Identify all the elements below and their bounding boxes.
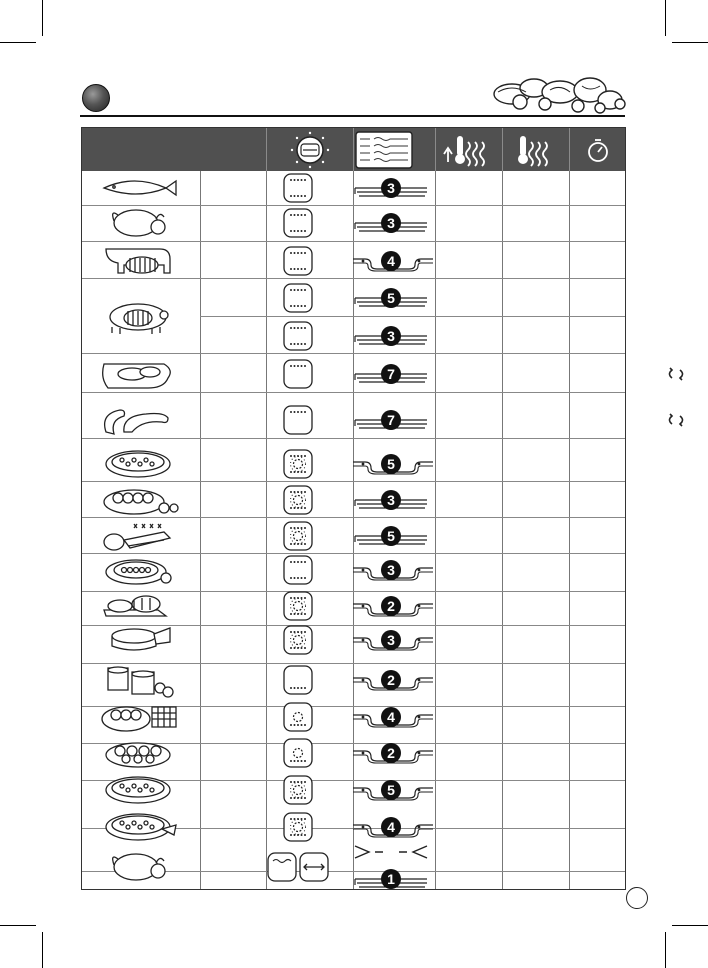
biscuits-icon (98, 699, 182, 735)
oven-mode-icon (282, 320, 314, 352)
shelf-number: 5 (387, 456, 395, 472)
pork-ribs-icon (98, 356, 182, 392)
shelf-number: 3 (387, 632, 395, 648)
oven-mode-icon (282, 448, 314, 480)
header-separator (569, 128, 570, 171)
row-divider (82, 353, 625, 354)
shelf-number: 7 (387, 366, 395, 382)
shelf-levels-icon (354, 131, 414, 169)
shelf-position-wire (349, 778, 433, 802)
rotisserie-mode-icon (266, 851, 330, 883)
shelf-number: 4 (387, 709, 395, 725)
preheat-thermometer-icon (444, 134, 494, 166)
oven-mode-icon (282, 358, 314, 390)
pizza-icon (98, 809, 182, 845)
shelf-number: 3 (387, 328, 395, 344)
turn-over-icon (666, 366, 686, 382)
shelf-position-tray (349, 176, 433, 200)
oven-mode-icon (282, 737, 314, 769)
shelf-position-wire (349, 668, 433, 692)
shelf-position-tray (349, 408, 433, 432)
oven-mode-icon (282, 282, 314, 314)
oven-mode-icon (282, 172, 314, 204)
header-separator (266, 128, 267, 171)
oven-mode-icon (282, 701, 314, 733)
rotisserie-spit-icon (351, 844, 431, 858)
shelf-number: 3 (387, 562, 395, 578)
shelf-number: 7 (387, 412, 395, 428)
shelf-number: 3 (387, 180, 395, 196)
apple-pie-icon (98, 772, 182, 808)
header-separator (435, 128, 436, 171)
shelf-position-wire (349, 628, 433, 652)
shelf-number: 1 (387, 871, 395, 887)
shelf-position-tray (349, 324, 433, 348)
shelf-number: 2 (387, 745, 395, 761)
frozen-pizza-icon (98, 446, 182, 482)
oven-mode-icon (282, 404, 314, 436)
row-divider (200, 316, 625, 317)
stuffed-tomatoes-icon (98, 482, 182, 518)
oven-mode-icon (282, 590, 314, 622)
shelf-number: 2 (387, 672, 395, 688)
beef-roast-icon (98, 243, 182, 279)
page-number-circle (626, 887, 648, 909)
thermometer-icon (514, 134, 554, 166)
shelf-number: 5 (387, 290, 395, 306)
shelf-number: 5 (387, 528, 395, 544)
row-divider (82, 241, 625, 242)
shelf-position-wire (349, 249, 433, 273)
crop-mark (665, 0, 666, 36)
oven-mode-icon (282, 484, 314, 516)
shelf-position-wire (349, 452, 433, 476)
crop-mark (42, 0, 43, 36)
pork-roast-icon (98, 299, 182, 335)
shelf-position-wire (349, 558, 433, 582)
sausages-icon (98, 402, 182, 438)
crop-mark (0, 925, 36, 926)
crop-mark (42, 932, 43, 968)
oven-mode-icon (282, 554, 314, 586)
shelf-position-tray (349, 524, 433, 548)
food-illustration-icon (490, 72, 630, 116)
oven-mode-icon (282, 624, 314, 656)
crop-mark (672, 42, 708, 43)
oven-mode-icon (282, 245, 314, 277)
shelf-position-wire (349, 815, 433, 839)
row-divider (82, 438, 625, 439)
oven-mode-icon (282, 774, 314, 806)
turn-over-icon (666, 412, 686, 428)
shelf-number: 4 (387, 253, 395, 269)
chicken-icon (98, 205, 182, 241)
shelf-number: 3 (387, 492, 395, 508)
oven-mode-icon (282, 664, 314, 696)
cream-pots-icon (98, 662, 182, 698)
shelf-number: 2 (387, 598, 395, 614)
crop-mark (672, 925, 708, 926)
shelf-number: 4 (387, 819, 395, 835)
oven-function-dial-icon (282, 130, 338, 170)
muffins-icon (98, 735, 182, 771)
oven-mode-icon (282, 811, 314, 843)
shelf-position-tray (349, 488, 433, 512)
crop-mark (0, 42, 36, 43)
shelf-position-tray (349, 362, 433, 386)
timer-icon (585, 138, 611, 164)
bread-icon (98, 588, 182, 624)
oven-mode-icon (282, 520, 314, 552)
oven-mode-icon (282, 207, 314, 239)
shelf-position-tray (349, 867, 433, 891)
cheesecake-icon (98, 622, 182, 658)
shelf-position-wire (349, 741, 433, 765)
section-bullet (82, 84, 110, 112)
shelf-position-tray (349, 211, 433, 235)
frozen-food-icon (98, 518, 182, 554)
shelf-position-wire (349, 594, 433, 618)
rotisserie-chicken-icon (98, 849, 182, 885)
crop-mark (665, 932, 666, 968)
shelf-number: 3 (387, 215, 395, 231)
header-separator (502, 128, 503, 171)
tart-icon (98, 552, 182, 588)
table-header (82, 128, 625, 171)
shelf-position-wire (349, 705, 433, 729)
shelf-number: 5 (387, 782, 395, 798)
row-divider (82, 392, 625, 393)
fish-icon (98, 170, 182, 206)
shelf-position-tray (349, 286, 433, 310)
